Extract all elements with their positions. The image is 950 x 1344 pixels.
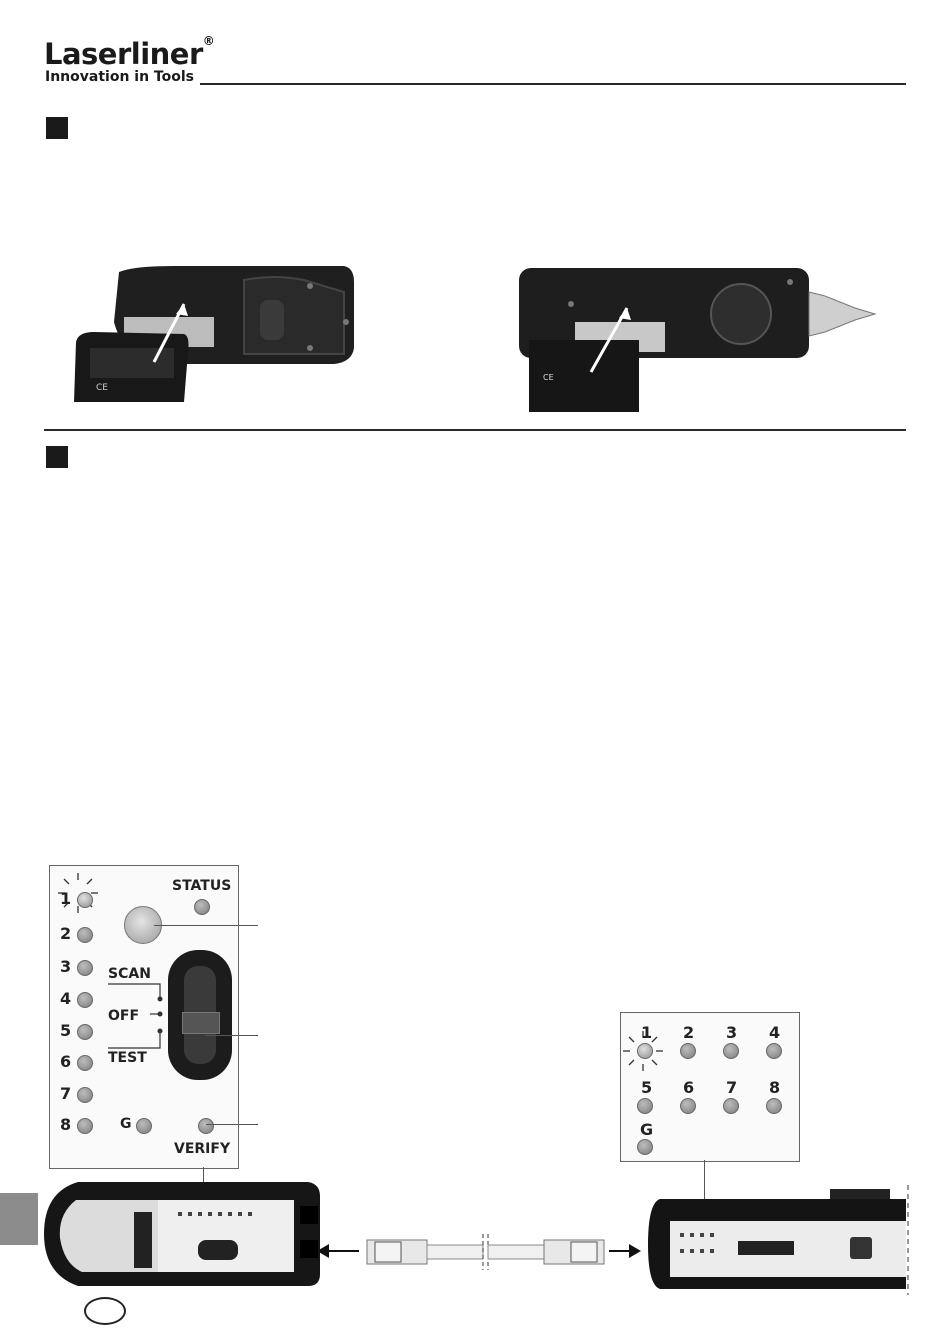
svg-text:CE: CE — [96, 383, 108, 393]
receiver-label-2: 2 — [683, 1023, 695, 1042]
led-1 — [77, 892, 93, 908]
section-divider — [44, 429, 906, 431]
scan-label: SCAN — [108, 966, 151, 982]
led-3 — [77, 960, 93, 976]
receiver-label-8: 8 — [769, 1078, 781, 1097]
header-rule — [200, 83, 906, 85]
battery-probe-photo — [515, 262, 895, 418]
led-label-5: 5 — [60, 1021, 72, 1040]
receiver-label-6: 6 — [683, 1078, 695, 1097]
receiver-label-3: 3 — [726, 1023, 738, 1042]
led-label-2: 2 — [60, 924, 72, 943]
led-label-4: 4 — [60, 989, 72, 1008]
arrow-right-icon — [629, 1244, 641, 1258]
g-led — [136, 1118, 152, 1134]
receiver-led-5 — [637, 1098, 653, 1114]
mode-indicator-lines — [106, 978, 166, 1058]
verify-led — [198, 1118, 214, 1134]
led-5 — [77, 1024, 93, 1040]
switch-slider[interactable] — [182, 1012, 220, 1034]
receiver-label-7: 7 — [726, 1078, 738, 1097]
receiver-label-4: 4 — [769, 1023, 781, 1042]
receiver-label-1: 1 — [641, 1023, 653, 1042]
language-marker — [84, 1297, 126, 1325]
led-label-7: 7 — [60, 1084, 72, 1103]
off-label: OFF — [108, 1008, 140, 1024]
receiver-led-4 — [766, 1043, 782, 1059]
receiver-led-panel — [620, 1012, 800, 1162]
led-4 — [77, 992, 93, 1008]
section-2-marker — [46, 446, 68, 468]
mode-switch[interactable] — [168, 950, 232, 1080]
verify-label: VERIFY — [174, 1141, 231, 1157]
test-label: TEST — [108, 1050, 147, 1066]
receiver-led-1 — [637, 1043, 653, 1059]
led-label-8: 8 — [60, 1115, 72, 1134]
receiver-led-2 — [680, 1043, 696, 1059]
callout-verify-led — [206, 1124, 258, 1125]
arrow-left-icon — [317, 1244, 329, 1258]
led-label-3: 3 — [60, 957, 72, 976]
transmitter-device-photo — [38, 1178, 323, 1294]
section-1-marker — [46, 117, 68, 139]
receiver-led-3 — [723, 1043, 739, 1059]
receiver-g-label: G — [640, 1120, 654, 1139]
cable-connection — [315, 1228, 645, 1274]
page-tab — [0, 1193, 38, 1245]
brand-logo: Laserliner® — [44, 34, 215, 71]
status-led — [194, 899, 210, 915]
receiver-led-7 — [723, 1098, 739, 1114]
svg-text:CE: CE — [543, 373, 554, 382]
callout-test-button — [154, 925, 258, 926]
led-2 — [77, 927, 93, 943]
status-label: STATUS — [172, 878, 232, 894]
brand-tagline: Innovation in Tools — [45, 69, 194, 85]
receiver-label-5: 5 — [641, 1078, 653, 1097]
led-7 — [77, 1087, 93, 1103]
led-6 — [77, 1055, 93, 1071]
receiver-led-8 — [766, 1098, 782, 1114]
g-label: G — [120, 1116, 132, 1132]
receiver-led-6 — [680, 1098, 696, 1114]
led-8 — [77, 1118, 93, 1134]
receiver-device-photo — [644, 1185, 910, 1295]
callout-mode-switch — [205, 1035, 258, 1036]
led-label-6: 6 — [60, 1052, 72, 1071]
battery-receiver-photo — [64, 262, 364, 410]
receiver-g-led — [637, 1139, 653, 1155]
led-label-1: 1 — [60, 889, 72, 908]
